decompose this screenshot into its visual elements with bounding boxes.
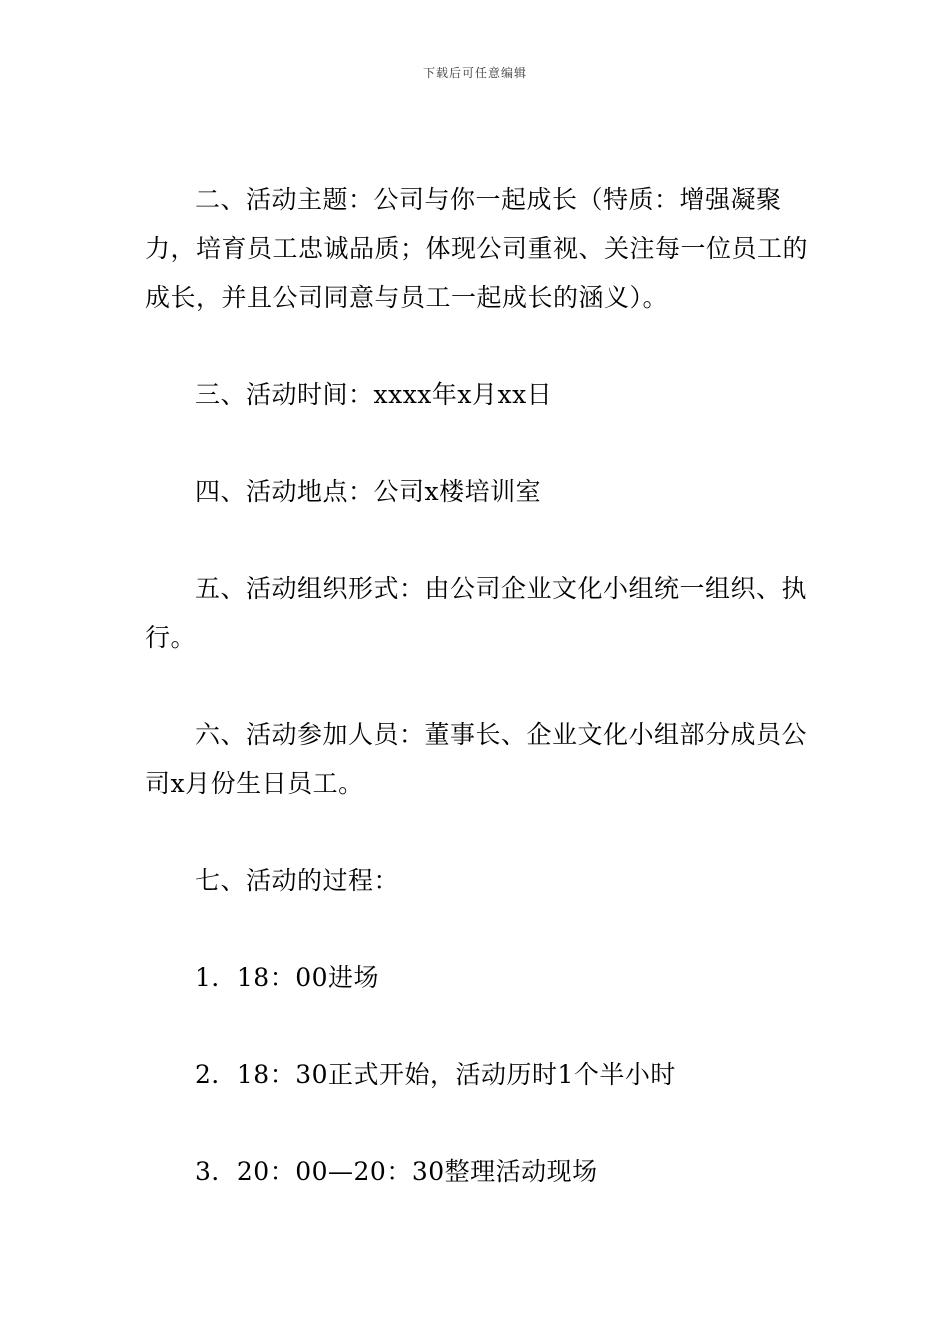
paragraph-gap: [145, 662, 810, 710]
paragraph-gap: [145, 905, 810, 953]
paragraph-gap: [145, 1002, 810, 1050]
list-item-step-1: 1．18：00进场: [195, 963, 380, 992]
paragraph-location: 四、活动地点：公司x楼培训室: [195, 477, 542, 506]
paragraph-organization: 五、活动组织形式：由公司企业文化小组统一组织、执行。: [145, 574, 808, 652]
paragraph-gap: [145, 419, 810, 467]
paragraph-theme: 二、活动主题：公司与你一起成长（特质：增强凝聚力，培育员工忠诚品质；体现公司重视、关注每一位员工的成长，并且公司同意与员工一起成长的涵义）。: [145, 185, 809, 312]
paragraph-time: 三、活动时间：xxxx年x月xx日: [195, 380, 553, 409]
paragraph-gap: [145, 322, 810, 370]
page-header: 下载后可任意编辑: [422, 66, 527, 80]
document-body: [145, 175, 810, 1196]
paragraph-process-heading: 七、活动的过程：: [195, 866, 400, 895]
list-item-step-3: 3．20：00—20：30整理活动现场: [195, 1157, 598, 1186]
paragraph-participants: 六、活动参加人员：董事长、企业文化小组部分成员公司x月份生日员工。: [145, 720, 808, 798]
paragraph-gap: [145, 1099, 810, 1147]
paragraph-gap: [145, 516, 810, 564]
paragraph-gap: [145, 808, 810, 856]
list-item-step-2: 2．18：30正式开始，活动历时1个半小时: [195, 1060, 676, 1089]
